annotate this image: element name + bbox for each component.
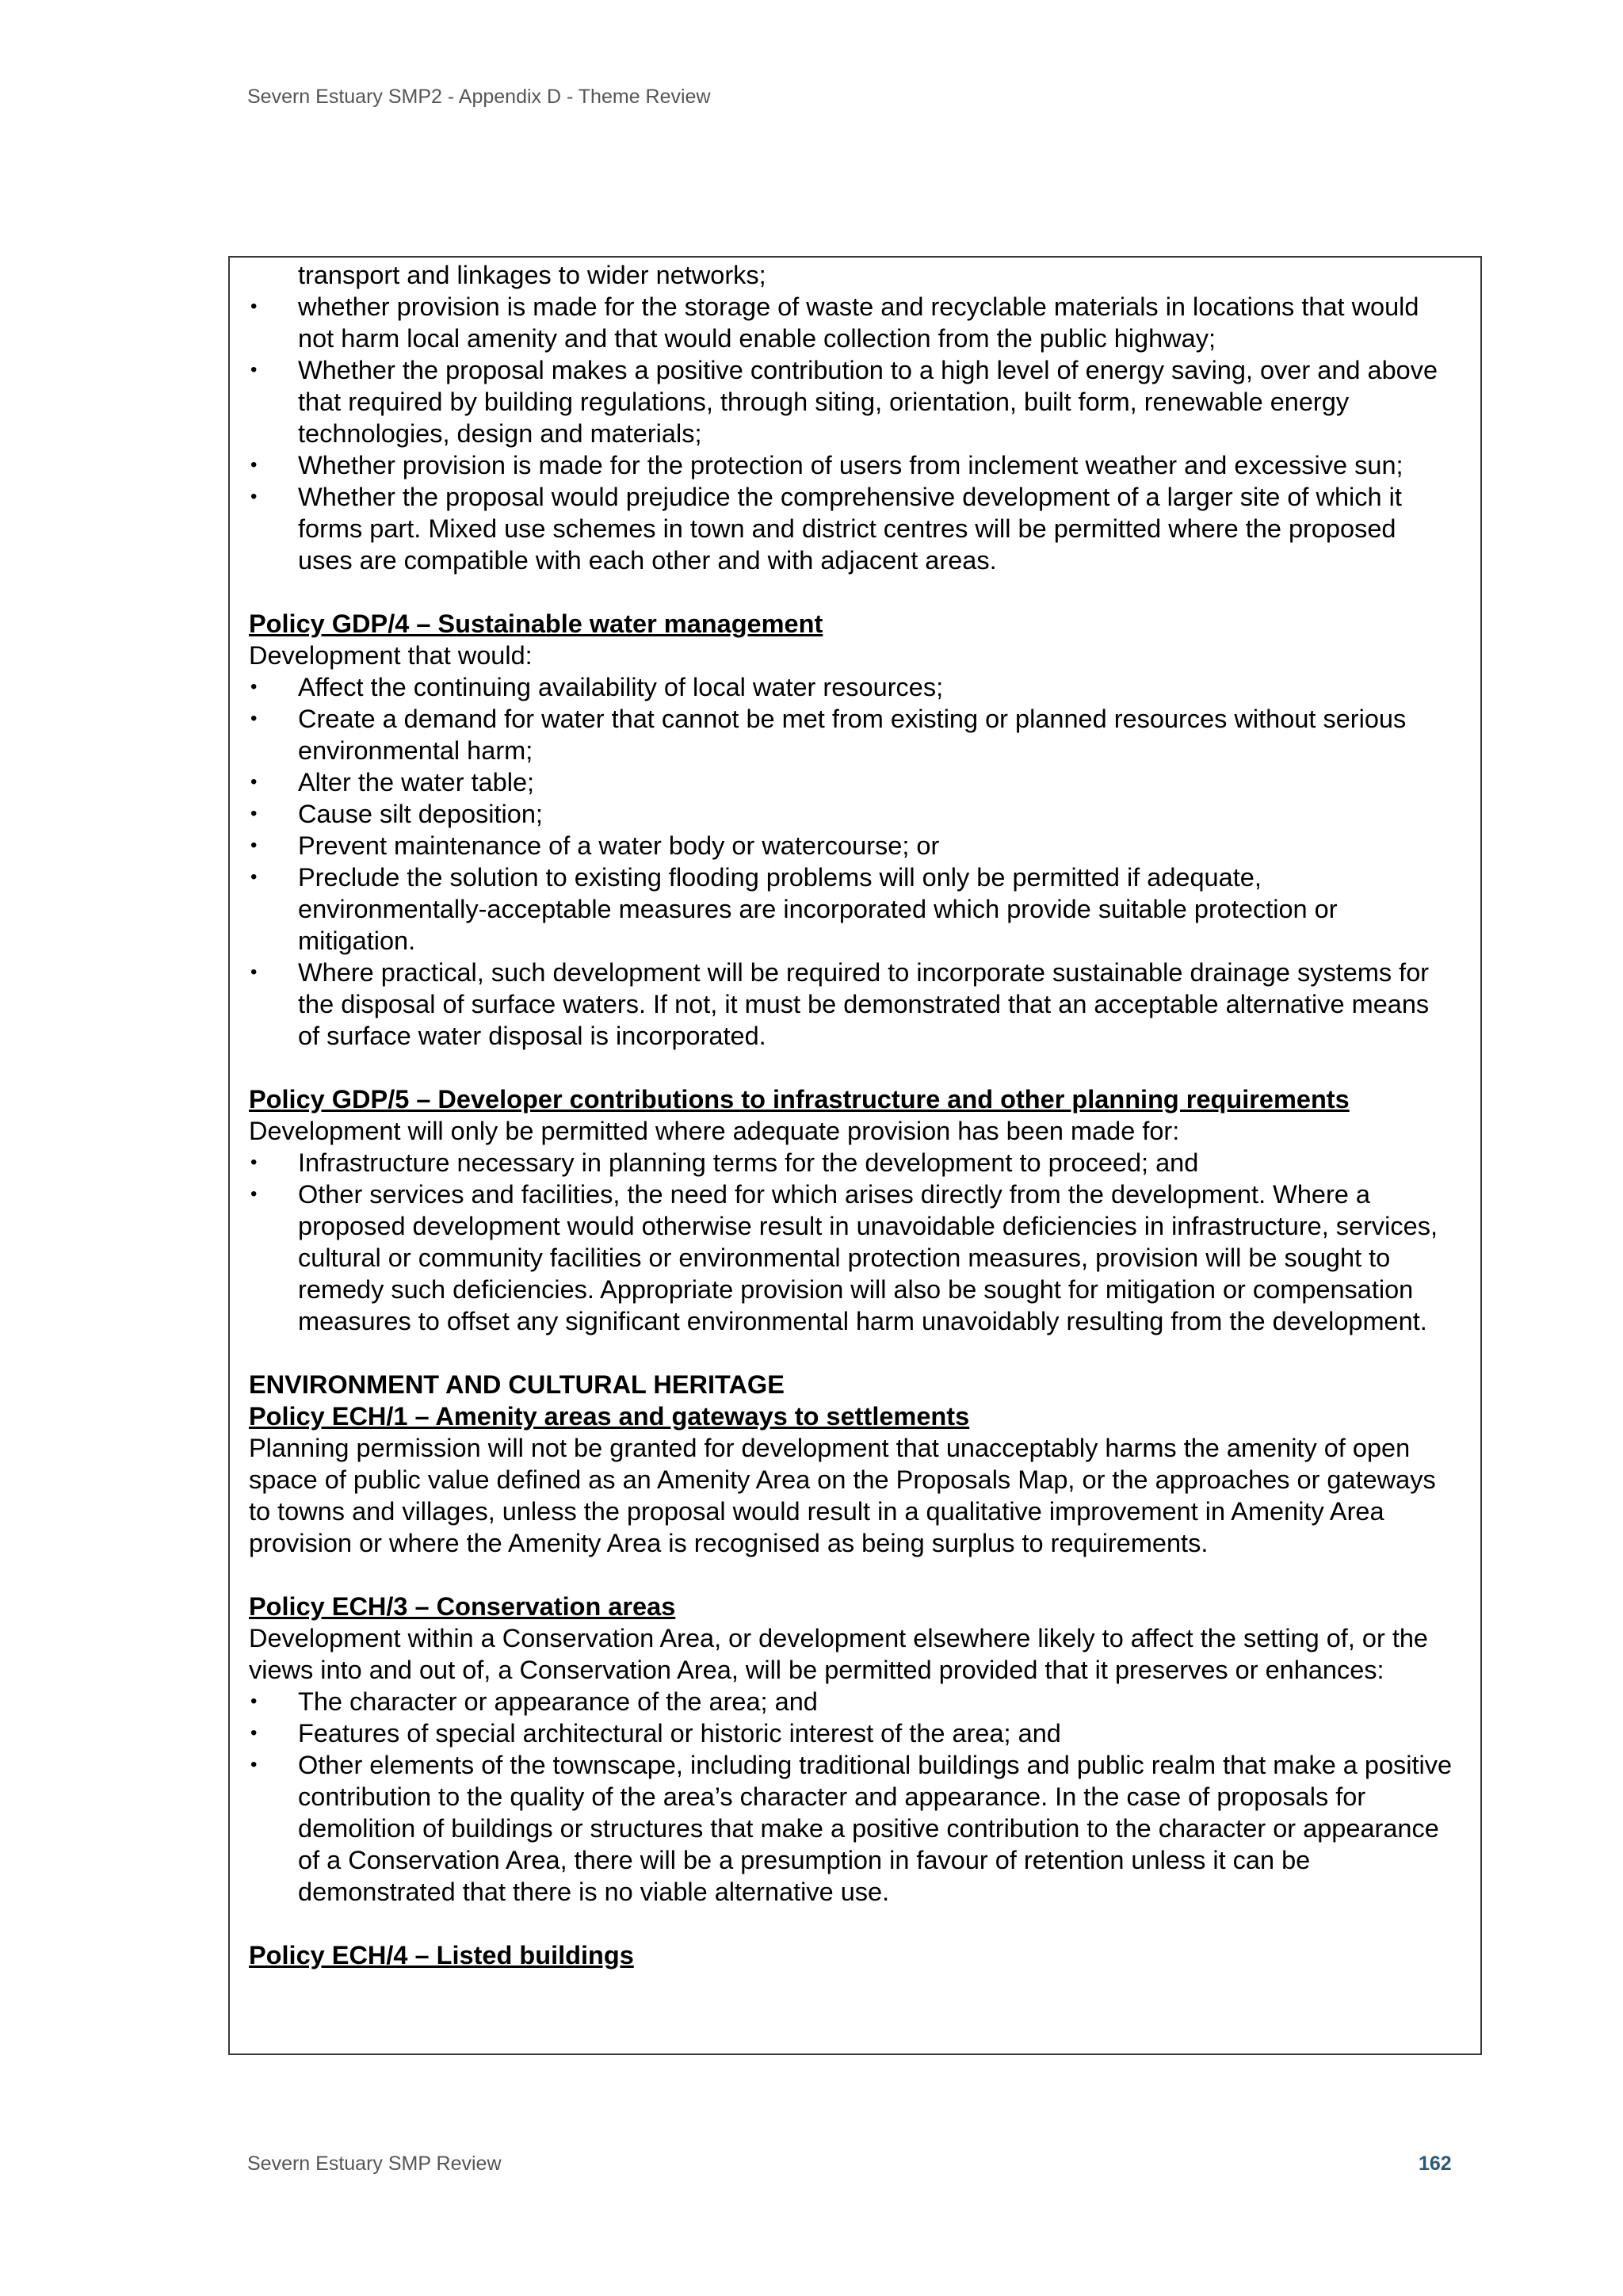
policy-title: Policy GDP/5 – Developer contributions to infrastructure and other planning requirements: [249, 1085, 1350, 1114]
policy-title: Policy ECH/1 – Amenity areas and gateways to settlements: [249, 1402, 970, 1431]
list-item: • Whether the proposal would prejudice the comprehensive development of a larger site of which it forms part. Mixed use schemes in town and district centres will be permitted where the proposed uses are compatible with each other and with adjacent areas.: [249, 481, 1457, 576]
policy-intro: Development will only be permitted where adequate provision has been made for:: [249, 1117, 1180, 1145]
policy-gdp5: [249, 1083, 1457, 1337]
policy-text-box: [228, 256, 1482, 2055]
list-item: • Preclude the solution to existing flooding problems will only be permitted if adequate, environmentally-acceptable measures are incorporated which provide suitable protection or mitigation.: [249, 861, 1457, 957]
list-item: • Prevent maintenance of a water body or watercourse; or: [249, 830, 1457, 861]
policy-gdp4: [249, 608, 1457, 1052]
list-item: • Other elements of the townscape, including traditional buildings and public realm that make a positive contribution to the quality of the area’s character and appearance. In the case of proposals for demolition of buildings or structures that make a positive contribution to the character or appearance of a Conservation Area, there will be a presumption in favour of retention unless it can be demonstrated that there is no viable alternative use.: [249, 1749, 1457, 1908]
policy-title: Policy GDP/4 – Sustainable water management: [249, 609, 823, 638]
policy-title: Policy ECH/3 – Conservation areas: [249, 1592, 676, 1621]
policy-ech1: [249, 1369, 1457, 1559]
list-item: • Whether provision is made for the protection of users from inclement weather and excessive sun;: [249, 449, 1457, 481]
policy-title: Policy ECH/4 – Listed buildings: [249, 1941, 634, 1969]
list-item: • Infrastructure necessary in planning terms for the development to proceed; and: [249, 1147, 1457, 1179]
list-item: • Create a demand for water that cannot be met from existing or planned resources without serious environmental harm;: [249, 703, 1457, 766]
policy-ech3: [249, 1591, 1457, 1908]
list-item: • Other services and facilities, the need for which arises directly from the development. Where a proposed development would otherwise result in unavoidable deficiencies in infrastructure, services, cultural or community facilities or environmental protection measures, provision will be sought to remedy such deficiencies. Appropriate provision will also be sought for mitigation or compensation measures to offset any significant environmental harm unavoidably resulting from the development.: [249, 1179, 1457, 1337]
running-header: Severn Estuary SMP2 - Appendix D - Theme Review: [247, 86, 711, 108]
list-item: • Whether the proposal makes a positive contribution to a high level of energy saving, over and above that required by building regulations, through siting, orientation, built form, renewable energy technologies, design and materials;: [249, 354, 1457, 449]
design-criteria-list: [249, 291, 1457, 576]
list-item: • Where practical, such development will be required to incorporate sustainable drainage systems for the disposal of surface waters. If not, it must be demonstrated that an acceptable alternative means of surface water disposal is incorporated.: [249, 957, 1457, 1052]
list-item: • Alter the water table;: [249, 766, 1457, 798]
policy-intro: Development within a Conservation Area, or development elsewhere likely to affect the setting of, or the views into and out of, a Conservation Area, will be permitted provided that it preserves or enhances:: [249, 1624, 1429, 1684]
continuation-line: transport and linkages to wider networks;: [298, 261, 766, 289]
list-item: • Cause silt deposition;: [249, 798, 1457, 830]
policy-ech4: [249, 1939, 1457, 1971]
policy-intro: Development that would:: [249, 641, 533, 670]
policy-body: Planning permission will not be granted for development that unacceptably harms the amenity of open space of public value defined as an Amenity Area on the Proposals Map, or the approaches or gateways to towns and villages, unless the proposal would result in a qualitative improvement in Amenity Area provision or where the Amenity Area is recognised as being surplus to requirements.: [249, 1434, 1436, 1557]
list-item: • Affect the continuing availability of local water resources;: [249, 671, 1457, 703]
policy-list: [249, 1147, 1457, 1337]
page-number: 162: [1419, 2153, 1452, 2175]
policy-list: [249, 671, 1457, 1052]
section-heading: ENVIRONMENT AND CULTURAL HERITAGE: [249, 1370, 785, 1399]
list-item: • The character or appearance of the area; and: [249, 1686, 1457, 1717]
footer-title: Severn Estuary SMP Review: [247, 2153, 502, 2175]
list-item: • Features of special architectural or historic interest of the area; and: [249, 1717, 1457, 1749]
policy-list: [249, 1686, 1457, 1908]
list-item: • whether provision is made for the storage of waste and recyclable materials in locations that would not harm local amenity and that would enable collection from the public highway;: [249, 291, 1457, 354]
